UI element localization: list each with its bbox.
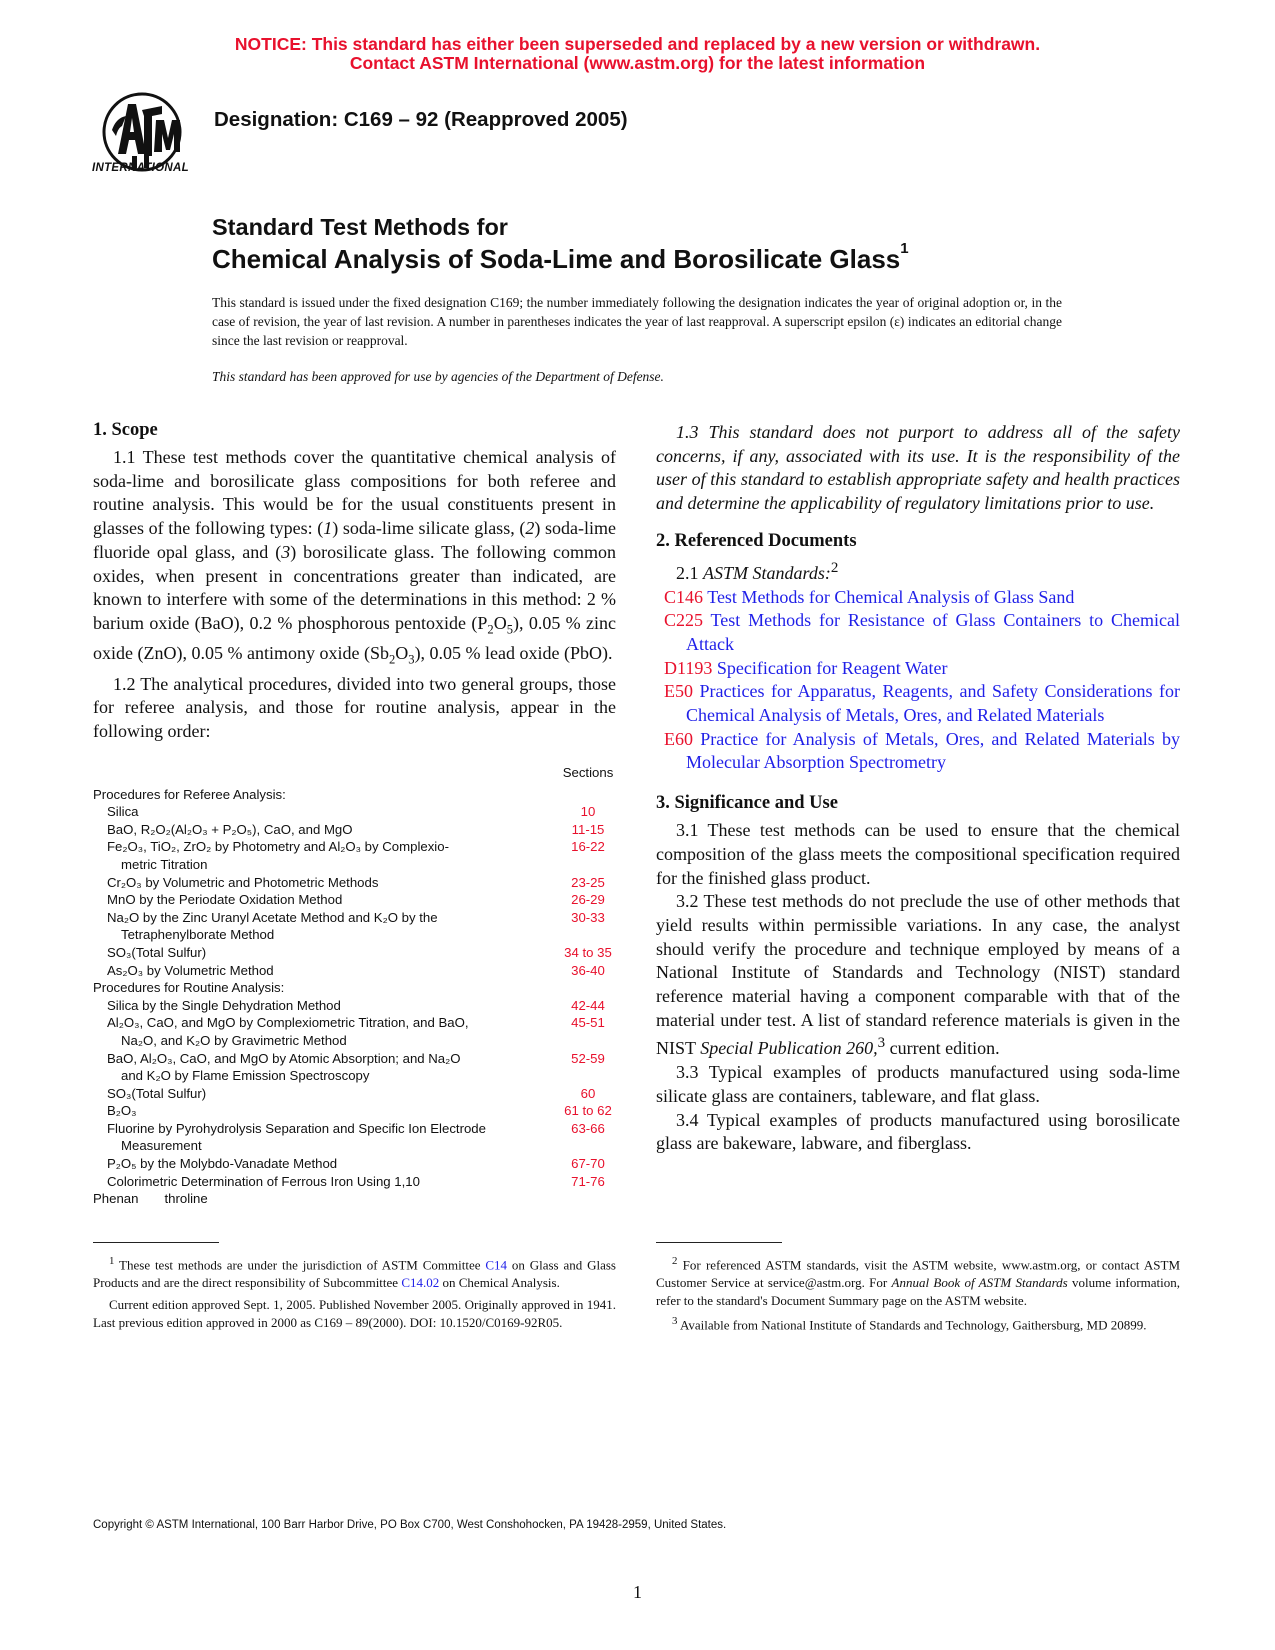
title-line-2 (212, 240, 909, 275)
table-row: BaO, R₂O₂(Al₂O₃ + P₂O₅), CaO, and MgO 11-15 (107, 821, 605, 837)
ref-e60[interactable]: E60 Practice for Analysis of Metals, Ores, and Related Materials by Molecular Absorption Spectrometry (664, 728, 1181, 773)
table-header-row (93, 764, 623, 782)
title-main: Chemical Analysis of Soda-Lime and Borosilicate Glass (212, 244, 901, 274)
refs-list (656, 557, 1180, 775)
ref-c225[interactable]: C225 Test Methods for Resistance of Glass Containers to Chemical Attack (664, 610, 1180, 654)
table-row: BaO, Al₂O₃, CaO, and MgO by Atomic Absorption; and Na₂O 52-59 (107, 1050, 605, 1066)
ref-e50[interactable]: E50 Practices for Apparatus, Reagents, and Safety Considerations for Chemical Analysis of Metals, Ores, and Related Materials (664, 681, 1180, 726)
referee-header: Procedures for Referee Analysis: (93, 786, 286, 802)
table-row: Fluorine by Pyrohydrolysis Separation and Specific Ion Electrode 63-66 (107, 1120, 605, 1136)
table-row: SO₃(Total Sulfur) 34 to 35 (107, 944, 612, 960)
copyright: Copyright © ASTM International, 100 Barr Harbor Drive, PO Box C700, West Conshohocken, PA 19428-2959, United States. (93, 1519, 727, 1531)
table-row: Fe₂O₃, TiO₂, ZrO₂ by Photometry and Al₂O₃ by Complexio- 16-22 (107, 839, 605, 855)
link-c14-02[interactable]: C14.02 (401, 1275, 440, 1291)
footnote-2: $^2$ For referenced ASTM standards, visit the ASTM website, www.astm.org, or contact ASTM Customer Service at service@astm.org. For Annual Book of ASTM Standards volume information, refer to the standard's Document Summary page on the ASTM website. (656, 1255, 1181, 1309)
footnote-rule-left (93, 1242, 219, 1243)
scope-heading: 1. Scope (93, 420, 158, 440)
table-row: Na₂O by the Zinc Uranyl Acetate Method and K₂O by the 30-33 (107, 909, 605, 925)
link-c14[interactable]: C14 (485, 1257, 508, 1273)
table-row: MnO by the Periodate Oxidation Method 26-29 (107, 892, 605, 908)
significance-para-3-4: 3.4 Typical examples of products manufactured using borosilicate glass are bakeware, labware, and fiberglass. (656, 1109, 1180, 1154)
scope-para-1-2: 1.2 The analytical procedures, divided into two general groups, those for referee analysis, and those for routine analysis, appear in the following order: (93, 673, 616, 741)
table-row: and K₂O by Flame Emission Spectroscopy (121, 1068, 370, 1084)
scope-para-1-1: 1.1 These test methods cover the quantitative chemical analysis of soda-lime and borosilicate glass compositions for both referee and routine analysis. This would be for the usual constituents present in glasses of the following types: (1) soda-lime silicate glass, (2) soda-lime fluoride opal glass, and (3) borosilicate glass. The following common oxides, when present in concentrations greater than indicated, are known to interfere with some of the determinations in this method: 2 % barium oxide (BaO), 0.2 % phosphorous pentoxide $(P_2O_5)$, 0.05 % zinc oxide (ZnO), 0.05 % antimony oxide $(Sb_2O_3)$, 0.05 % lead oxide (PbO). (93, 447, 616, 667)
significance-para-3-2: 3.2 These test methods do not preclude the use of other methods that yield results within permissible variations. In any case, the analyst should verify the procedure and technique employed by means of a National Institute of Standards and Technology (NIST) standard reference material having a component comparable with that of the material under test. A list of standard reference materials is given in the NIST Special Publication 260,$^3$ current edition. (656, 891, 1180, 1059)
table-row: Tetraphenylborate Method (121, 927, 275, 943)
routine-header: Procedures for Routine Analysis: (93, 980, 285, 996)
astm-logo (92, 90, 202, 190)
table-row: SO₃(Total Sulfur) 60 (107, 1085, 596, 1101)
table-row: Silica by the Single Dehydration Method 42-44 (107, 997, 605, 1013)
significance-heading: 3. Significance and Use (656, 793, 838, 814)
title-footnote-ref[interactable]: 1 (900, 240, 909, 257)
table-row: Silica 10 (107, 804, 596, 820)
scope-section (93, 418, 616, 744)
table-row: Cr₂O₃ by Volumetric and Photometric Methods 23-25 (107, 874, 605, 890)
refs-heading: 2. Referenced Documents (656, 530, 857, 551)
astm-logo-icon (92, 90, 202, 190)
table-row: Al₂O₃, CaO, and MgO by Complexiometric Titration, and BaO, 45-51 (107, 1015, 605, 1031)
table-row: Measurement (121, 1138, 202, 1154)
notice-line-1: NOTICE: This standard has either been superseded and replaced by a new version or withdrawn. (234, 34, 1041, 54)
notice-line-2: Contact ASTM International (www.astm.org) for the latest information (349, 53, 926, 73)
title-line-1: Standard Test Methods for (212, 214, 508, 240)
scope-para-1-3: 1.3 This standard does not purport to address all of the safety concerns, if any, associated with its use. It is the responsibility of the user of this standard to establish appropriate safety and health practices and determine the applicability of regulatory limitations prior to use. (656, 422, 1180, 514)
footnote-1: $^1$ These test methods are under the jurisdiction of ASTM Committee C14 on Glass and Glass Products and are the direct responsibility of Subcommittee C14.02 on Chemical Analysis. (93, 1255, 616, 1291)
table-row: B₂O₃ 61 to 62 (107, 1103, 612, 1119)
refs-subheading: 2.1 ASTM Standards:$^2$ (676, 559, 839, 583)
table-row: As₂O₃ by Volumetric Method 36-40 (107, 962, 605, 978)
sections-header: Sections (562, 765, 614, 780)
procedures-table (93, 764, 623, 1208)
page-number: 1 (633, 1582, 642, 1602)
significance-para-3-3: 3.3 Typical examples of products manufactured using soda-lime silicate glass are containers, tableware, and flat glass. (656, 1062, 1180, 1106)
footnote-3: $^3$ Available from National Institute of Standards and Technology, Gaithersburg, MD 20899. (672, 1315, 1147, 1333)
logo-text: INTERNATIONAL (92, 162, 189, 174)
table-row: Na₂O, and K₂O by Gravimetric Method (121, 1032, 347, 1048)
footnotes-right (656, 1252, 1180, 1335)
footnotes-left (93, 1252, 616, 1332)
designation: Designation: C169 – 92 (Reapproved 2005) (214, 108, 628, 131)
footnote-rule-right (656, 1242, 782, 1243)
intro-issued: This standard is issued under the fixed designation C169; the number immediately following the designation indicates the year of original adoption or, in the case of revision, the year of last revision. A number in parentheses indicates the year of last reapproval. A superscript epsilon (ε) indicates an editorial change since the last revision or reapproval. (212, 295, 1062, 348)
footnote-1-edition: Current edition approved Sept. 1, 2005. Published November 2005. Originally approved in 1941. Last previous edition approved in 2000 as C169 – 89(2000). DOI: 10.1520/C0169-92R05. (93, 1297, 616, 1331)
table-row: metric Titration (121, 856, 208, 872)
intro-approved: This standard has been approved for use by agencies of the Department of Defense. (212, 369, 664, 384)
significance-para-3-1: 3.1 These test methods can be used to ensure that the chemical composition of the glass meets the compositional specification required for the finished glass product. (656, 820, 1180, 888)
right-column (656, 421, 1180, 1156)
ref-c146[interactable]: C146 Test Methods for Chemical Analysis of Glass Sand (664, 586, 1075, 607)
table-row: P₂O₅ by the Molybdo-Vanadate Method 67-70 (107, 1156, 605, 1172)
ref-d1193[interactable]: D1193 Specification for Reagent Water (664, 657, 948, 678)
table-row-last: Phenan throline (93, 1191, 208, 1207)
table-row: Colorimetric Determination of Ferrous Iron Using 1,10 71-76 (107, 1173, 605, 1189)
